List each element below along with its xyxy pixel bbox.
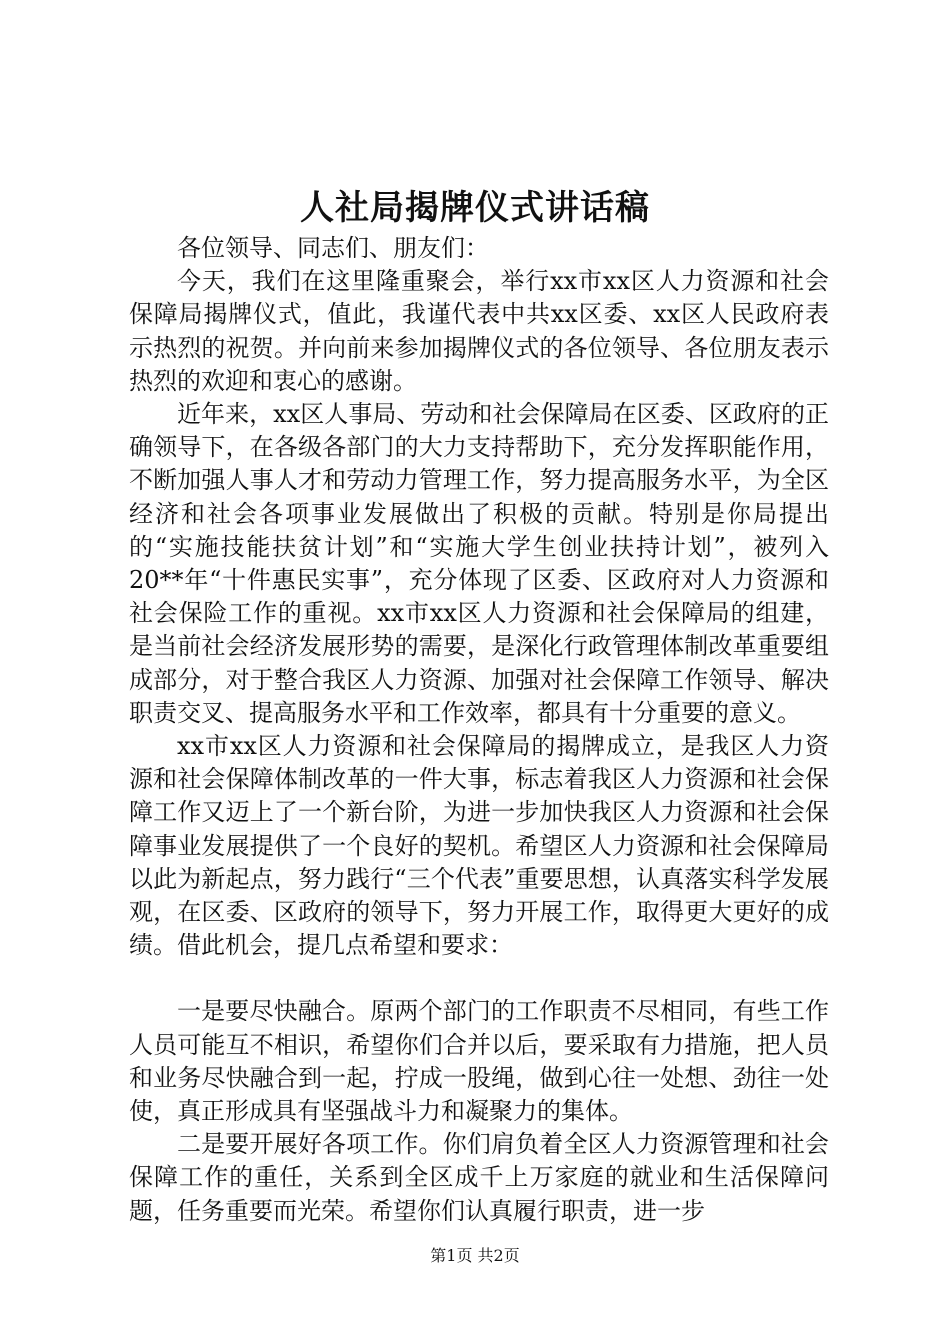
- body-paragraph-2: 近年来，xx区人事局、劳动和社会保障局在区委、区政府的正确领导下，在各级各部门的大力支持帮助下，充分发挥职能作用，不断加强人事人才和劳动力管理工作，努力提高服务水平，为全区经济和社会各项事业发展做出了积极的贡献。特别是你局提出的“实施技能扶贫计划”和“实施大学生创业扶持计划”，被列入20**年“十件惠民实事”，充分体现了区委、区政府对人力资源和社会保险工作的重视。xx市xx区人力资源和社会保障局的组建，是当前社会经济发展形势的需要，是深化行政管理体制改革重要组成部分，对于整合我区人力资源、加强对社会保障工作领导、解决职责交叉、提高服务水平和工作效率，都具有十分重要的意义。: [129, 400, 829, 727]
- document-body: [129, 232, 829, 1228]
- body-paragraph-4: 一是要尽快融合。原两个部门的工作职责不尽相同，有些工作人员可能互不相识，希望你们合并以后，要采取有力措施，把人员和业务尽快融合到一起，拧成一股绳，做到心往一处想、劲往一处使，真正形成具有坚强战斗力和凝聚力的集体。: [129, 997, 829, 1126]
- body-paragraph-3: xx市xx区人力资源和社会保障局的揭牌成立，是我区人力资源和社会保障体制改革的一件大事，标志着我区人力资源和社会保障工作又迈上了一个新台阶，为进一步加快我区人力资源和社会保障事业发展提供了一个良好的契机。希望区人力资源和社会保障局以此为新起点，努力践行“三个代表”重要思想，认真落实科学发展观，在区委、区政府的领导下，努力开展工作，取得更大更好的成绩。借此机会，提几点希望和要求：: [129, 732, 829, 960]
- body-paragraph-1: 今天，我们在这里隆重聚会，举行xx市xx区人力资源和社会保障局揭牌仪式，值此，我谨代表中共xx区委、xx区人民政府表示热烈的祝贺。并向前来参加揭牌仪式的各位领导、各位朋友表示热烈的欢迎和衷心的感谢。: [129, 267, 829, 395]
- page-number-footer: 第1页 共2页: [430, 1246, 520, 1265]
- body-paragraph-5: 二是要开展好各项工作。你们肩负着全区人力资源管理和社会保障工作的重任，关系到全区成千上万家庭的就业和生活保障问题，任务重要而光荣。希望你们认真履行职责，进一步: [129, 1130, 829, 1225]
- document-title: 人社局揭牌仪式讲话稿: [300, 188, 650, 228]
- salutation-paragraph: 各位领导、同志们、朋友们：: [177, 234, 489, 262]
